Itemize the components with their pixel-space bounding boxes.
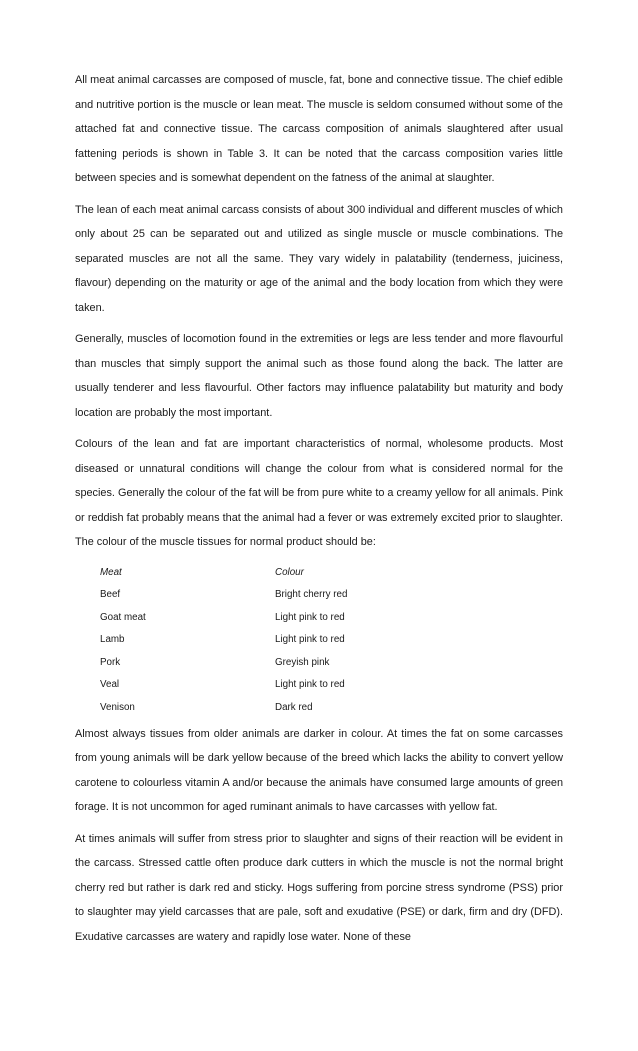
meat-cell: Pork (100, 656, 121, 668)
meat-cell: Beef (100, 589, 121, 601)
table-header-row (100, 562, 563, 585)
document-page (75, 68, 563, 956)
paragraph-colours: Colours of the lean and fat are important characteristics of normal, wholesome products. Most diseased or unnatural conditions will change the colour from what is considered normal for the species. Generally the colour of the fat will be from pure white to a creamy yellow for all animals. Pink or reddish fat probably means that the animal had a fever or was extremely excited prior to slaughter. The colour of the muscle tissues for normal product should be: (75, 438, 563, 548)
meat-cell: Lamb (100, 634, 125, 646)
colour-cell: Light pink to red (275, 611, 345, 623)
header-colour: Colour (275, 566, 304, 578)
paragraph-stress: At times animals will suffer from stress prior to slaughter and signs of their reaction will be evident in the carcass. Stressed cattle often produce dark cutters in which the muscle is not the normal bright cherry red but rather is dark red and sticky. Hogs suffering from porcine stress syndrome (PSS) prior to slaughter may yield carcasses that are pale, soft and exudative (PSE) or dark, firm and dry (DFD). Exudative carcasses are watery and rapidly lose water. None of these (75, 832, 563, 943)
colour-cell: Dark red (275, 702, 313, 714)
table-row (100, 674, 563, 697)
meat-colour-table (100, 562, 563, 720)
paragraph-older-animals: Almost always tissues from older animals are darker in colour. At times the fat on some carcasses from young animals will be dark yellow because of the breed which lacks the ability to convert yellow carotene to colourless vitamin A and/or because the animals have consumed large amounts of green forage. It is not uncommon for aged ruminant animals to have carcasses with yellow fat. (75, 727, 563, 814)
paragraph-locomotion-muscles: Generally, muscles of locomotion found in the extremities or legs are less tender and more flavourful than muscles that simply support the animal such as those found along the back. The latter are usually tenderer and less flavourful. Other factors may influence palatability but maturity and body location are probably the most important. (75, 333, 563, 419)
table-row (100, 697, 563, 720)
colour-cell: Light pink to red (275, 634, 345, 646)
table-row (100, 607, 563, 630)
colour-cell: Bright cherry red (275, 589, 348, 601)
meat-cell: Veal (100, 679, 120, 691)
table-row (100, 584, 563, 607)
paragraph-lean-muscles: The lean of each meat animal carcass consists of about 300 individual and different muscles of which only about 25 can be separated out and utilized as single muscle or muscle combinations. The separated muscles are not all the same. They vary widely in palatability (tenderness, juiciness, flavour) depending on the maturity or age of the animal and the body location from which they were taken. (75, 203, 563, 314)
colour-cell: Light pink to red (275, 679, 345, 691)
header-meat: Meat (100, 566, 122, 578)
paragraph-carcass-composition: All meat animal carcasses are composed of muscle, fat, bone and connective tissue. The chief edible and nutritive portion is the muscle or lean meat. The muscle is seldom consumed without some of the attached fat and connective tissue. The carcass composition of animals slaughtered after usual fattening periods is shown in Table 3. It can be noted that the carcass composition varies little between species and is somewhat dependent on the fatness of the animal at slaughter. (75, 74, 563, 184)
meat-cell: Venison (100, 702, 135, 714)
table-row (100, 652, 563, 675)
meat-cell: Goat meat (100, 611, 146, 623)
colour-cell: Greyish pink (275, 656, 330, 668)
table-row (100, 629, 563, 652)
